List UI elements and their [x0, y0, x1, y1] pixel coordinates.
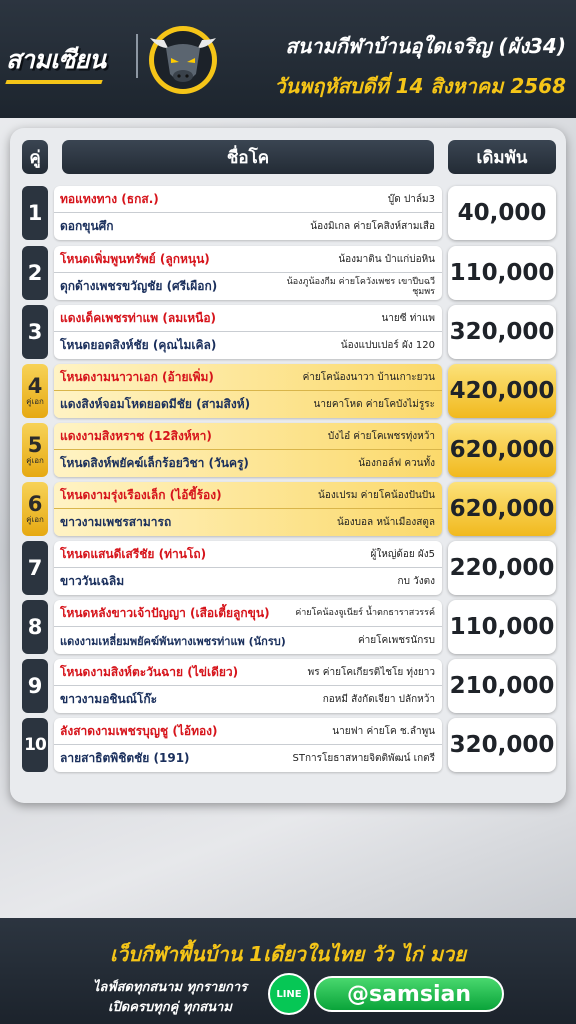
bull-name-red: แดงงามสิงหราช (12สิงห์หา) — [60, 428, 212, 443]
line-app-icon[interactable]: LINE — [268, 973, 310, 1015]
bull-name-blue: โหนดสิงห์พยัคฆ์เล็กร้อยวิชา (วันครู) — [60, 456, 249, 470]
match-names-box — [54, 600, 442, 654]
match-row — [22, 659, 556, 713]
owner-blue: น้องกอล์ฟ ควนทั้ง — [358, 458, 435, 469]
match-names-box — [54, 482, 442, 536]
match-number: 2 — [27, 261, 43, 285]
bet-amount: 220,000 — [448, 541, 556, 595]
match-number-badge — [22, 305, 48, 359]
match-row — [22, 246, 556, 300]
bull-name-blue: ขาววันเฉลิม — [60, 574, 125, 588]
match-names-box — [54, 423, 442, 477]
bull-name-red: โหนดเพิ่มพูนทรัพย์ (ลูกหนุน) — [60, 251, 210, 266]
match-number-badge — [22, 718, 48, 772]
bull-name-red: โหนดงามสิงห์ตะวันฉาย (ไข่เดียว) — [60, 664, 239, 679]
owner-blue: กบ วังตง — [397, 576, 435, 587]
owner-blue: ค่ายโคเพชรนักรบ — [357, 635, 435, 646]
match-row-main-event — [22, 423, 556, 477]
match-number: 8 — [27, 615, 43, 639]
bull-name-red: โหนดงามรุ่งเรืองเล็ก (ไอ้ขี้ร้อง) — [60, 487, 222, 502]
owner-red: นายซี ท่าแพ — [381, 312, 435, 324]
match-names-box — [54, 659, 442, 713]
bull-name-red: โหนดแสนดีเสรีชัย (ท่านโถ) — [60, 546, 207, 561]
bull-name-red: โหนดงามนาวาเอก (อ้ายเพิ่ม) — [60, 369, 214, 384]
owner-blue: น้องบอล หน้าเมืองสตูล — [336, 517, 435, 528]
owner-red: บังไอ๋ ค่ายโคเพชรทุ่งหว้า — [327, 430, 435, 442]
bull-name-blue: ดุกด้างเพชรขวัญชัย (ศรีเผือก) — [60, 279, 218, 293]
owner-blue: น้องมิเกล ค่ายโคสิงห์สามเสือ — [310, 221, 435, 232]
match-number: 3 — [27, 320, 43, 344]
bet-amount: 420,000 — [448, 364, 556, 418]
bull-name-blue: โหนดยอดสิงห์ชัย (คุณไมเคิล) — [60, 338, 217, 352]
owner-red: นายฟา ค่ายโค ช.ลำพูน — [332, 725, 435, 737]
live-text-line2: เปิดครบทุกคู่ ทุกสนาม — [108, 1000, 232, 1015]
bet-amount: 110,000 — [448, 246, 556, 300]
match-number: 10 — [24, 735, 46, 755]
bull-name-red: ทอแทงทาง (ธกส.) — [60, 191, 159, 206]
stadium-title: สนามกีฬาบ้านอุใดเจริญ (ผัง34) — [285, 34, 566, 58]
column-header-bet: เดิมพัน — [448, 140, 556, 174]
column-header-pair: คู่ — [22, 140, 48, 174]
bet-amount: 40,000 — [448, 186, 556, 240]
match-number: 6 — [27, 492, 43, 516]
bull-name-blue: แดงงามเหลี่ยมพยัคฆ์พันทางเพชรท่าแพ (นักรบ) — [60, 634, 286, 648]
main-event-tag: คู่เอก — [26, 456, 44, 465]
match-number-badge — [22, 364, 48, 418]
bull-mascot-icon — [144, 18, 222, 98]
column-header-name: ชื่อโค — [62, 140, 434, 174]
main-event-tag: คู่เอก — [26, 397, 44, 406]
match-number: 1 — [27, 201, 43, 225]
match-number-badge — [22, 423, 48, 477]
owner-red: ค่ายโคน้องนาวา บ้านเกาะยวน — [302, 371, 435, 383]
match-number: 5 — [27, 433, 43, 457]
bull-name-blue: ขาวงามอชินณ์โก๊ะ — [60, 692, 158, 706]
logo-divider — [136, 34, 138, 78]
match-row-main-event — [22, 364, 556, 418]
owner-blue: STการโยธาสหายจิตติพัฒน์ เกตรี — [292, 753, 435, 764]
match-names-box — [54, 364, 442, 418]
bull-name-blue: ลายสาธิตพิชิตชัย (191) — [60, 751, 190, 765]
line-handle-button[interactable]: @samsian — [314, 976, 504, 1012]
match-number-badge — [22, 600, 48, 654]
owner-blue: น้องภูน้องกีม ค่ายโควังเพชร เขาปีบฉวีชุมพร — [286, 276, 435, 297]
match-number-badge — [22, 186, 48, 240]
owner-red: ผู้ใหญ่ด้อย ผัง5 — [370, 548, 435, 560]
event-date: วันพฤหัสบดีที่ 14 สิงหาคม 2568 — [274, 74, 566, 98]
match-row-main-event — [22, 482, 556, 536]
live-text-line1: ไลฟ์สดทุกสนาม ทุกรายการ — [92, 980, 248, 995]
bet-amount: 320,000 — [448, 305, 556, 359]
bull-name-red: โหนดหลังขาวเจ้าปัญญา (เสือเตี้ยลูกขุน) — [60, 605, 270, 620]
match-names-box — [54, 718, 442, 772]
match-row — [22, 305, 556, 359]
owner-blue: กอหมี สังกัดเจียา ปลักหว้า — [322, 694, 435, 705]
bull-name-red: ลังสาดงามเพชรบุญชู (ไอ้ทอง) — [60, 723, 218, 738]
match-number-badge — [22, 246, 48, 300]
match-names-box — [54, 305, 442, 359]
owner-blue: นายคาโหด ค่ายโคบังไม่รูระ — [313, 399, 435, 410]
match-row — [22, 541, 556, 595]
match-names-box — [54, 186, 442, 240]
owner-red: บู๊ด ปาล์ม3 — [387, 193, 435, 205]
match-row — [22, 186, 556, 240]
match-number: 7 — [27, 556, 43, 580]
owner-red: พร ค่ายโคเกียรติไชโย ทุ่งยาว — [307, 666, 435, 678]
owner-red: ค่ายโคน้องจูเนียร์ น้ำตกธาราสวรรค์ — [295, 608, 435, 618]
bet-amount: 110,000 — [448, 600, 556, 654]
match-number-badge — [22, 541, 48, 595]
footer-slogan: เว็บกีฬาพื้นบ้าน 1เดียวในไทย วัว ไก่ มวย — [110, 942, 466, 966]
match-row — [22, 600, 556, 654]
bull-name-blue: แดงสิงห์จอมโหดยอดมีชัย (สามสิงห์) — [60, 397, 251, 411]
bet-amount: 620,000 — [448, 423, 556, 477]
brand-logo: สามเซียน — [6, 40, 106, 80]
bull-name-red: แดงเด็คเพชรท่าแพ (ลมเหนือ) — [60, 310, 217, 325]
main-event-tag: คู่เอก — [26, 515, 44, 524]
owner-blue: น้องแปบเปอร์ ผัง 120 — [340, 340, 435, 351]
match-number-badge — [22, 482, 48, 536]
bet-amount: 210,000 — [448, 659, 556, 713]
match-number-badge — [22, 659, 48, 713]
owner-red: น้องเปรม ค่ายโคน้องปันปัน — [318, 489, 435, 501]
bull-name-blue: ดอกขุนศึก — [60, 219, 114, 233]
bet-amount: 620,000 — [448, 482, 556, 536]
match-names-box — [54, 541, 442, 595]
match-number: 4 — [27, 374, 43, 398]
bull-name-blue: ขาวงามเพชรสามารถ — [60, 515, 172, 529]
match-names-box — [54, 246, 442, 300]
owner-red: น้องมาติน ป๋าแก่บ่อหิน — [338, 253, 435, 265]
bet-amount: 320,000 — [448, 718, 556, 772]
match-row — [22, 718, 556, 772]
match-number: 9 — [27, 674, 43, 698]
